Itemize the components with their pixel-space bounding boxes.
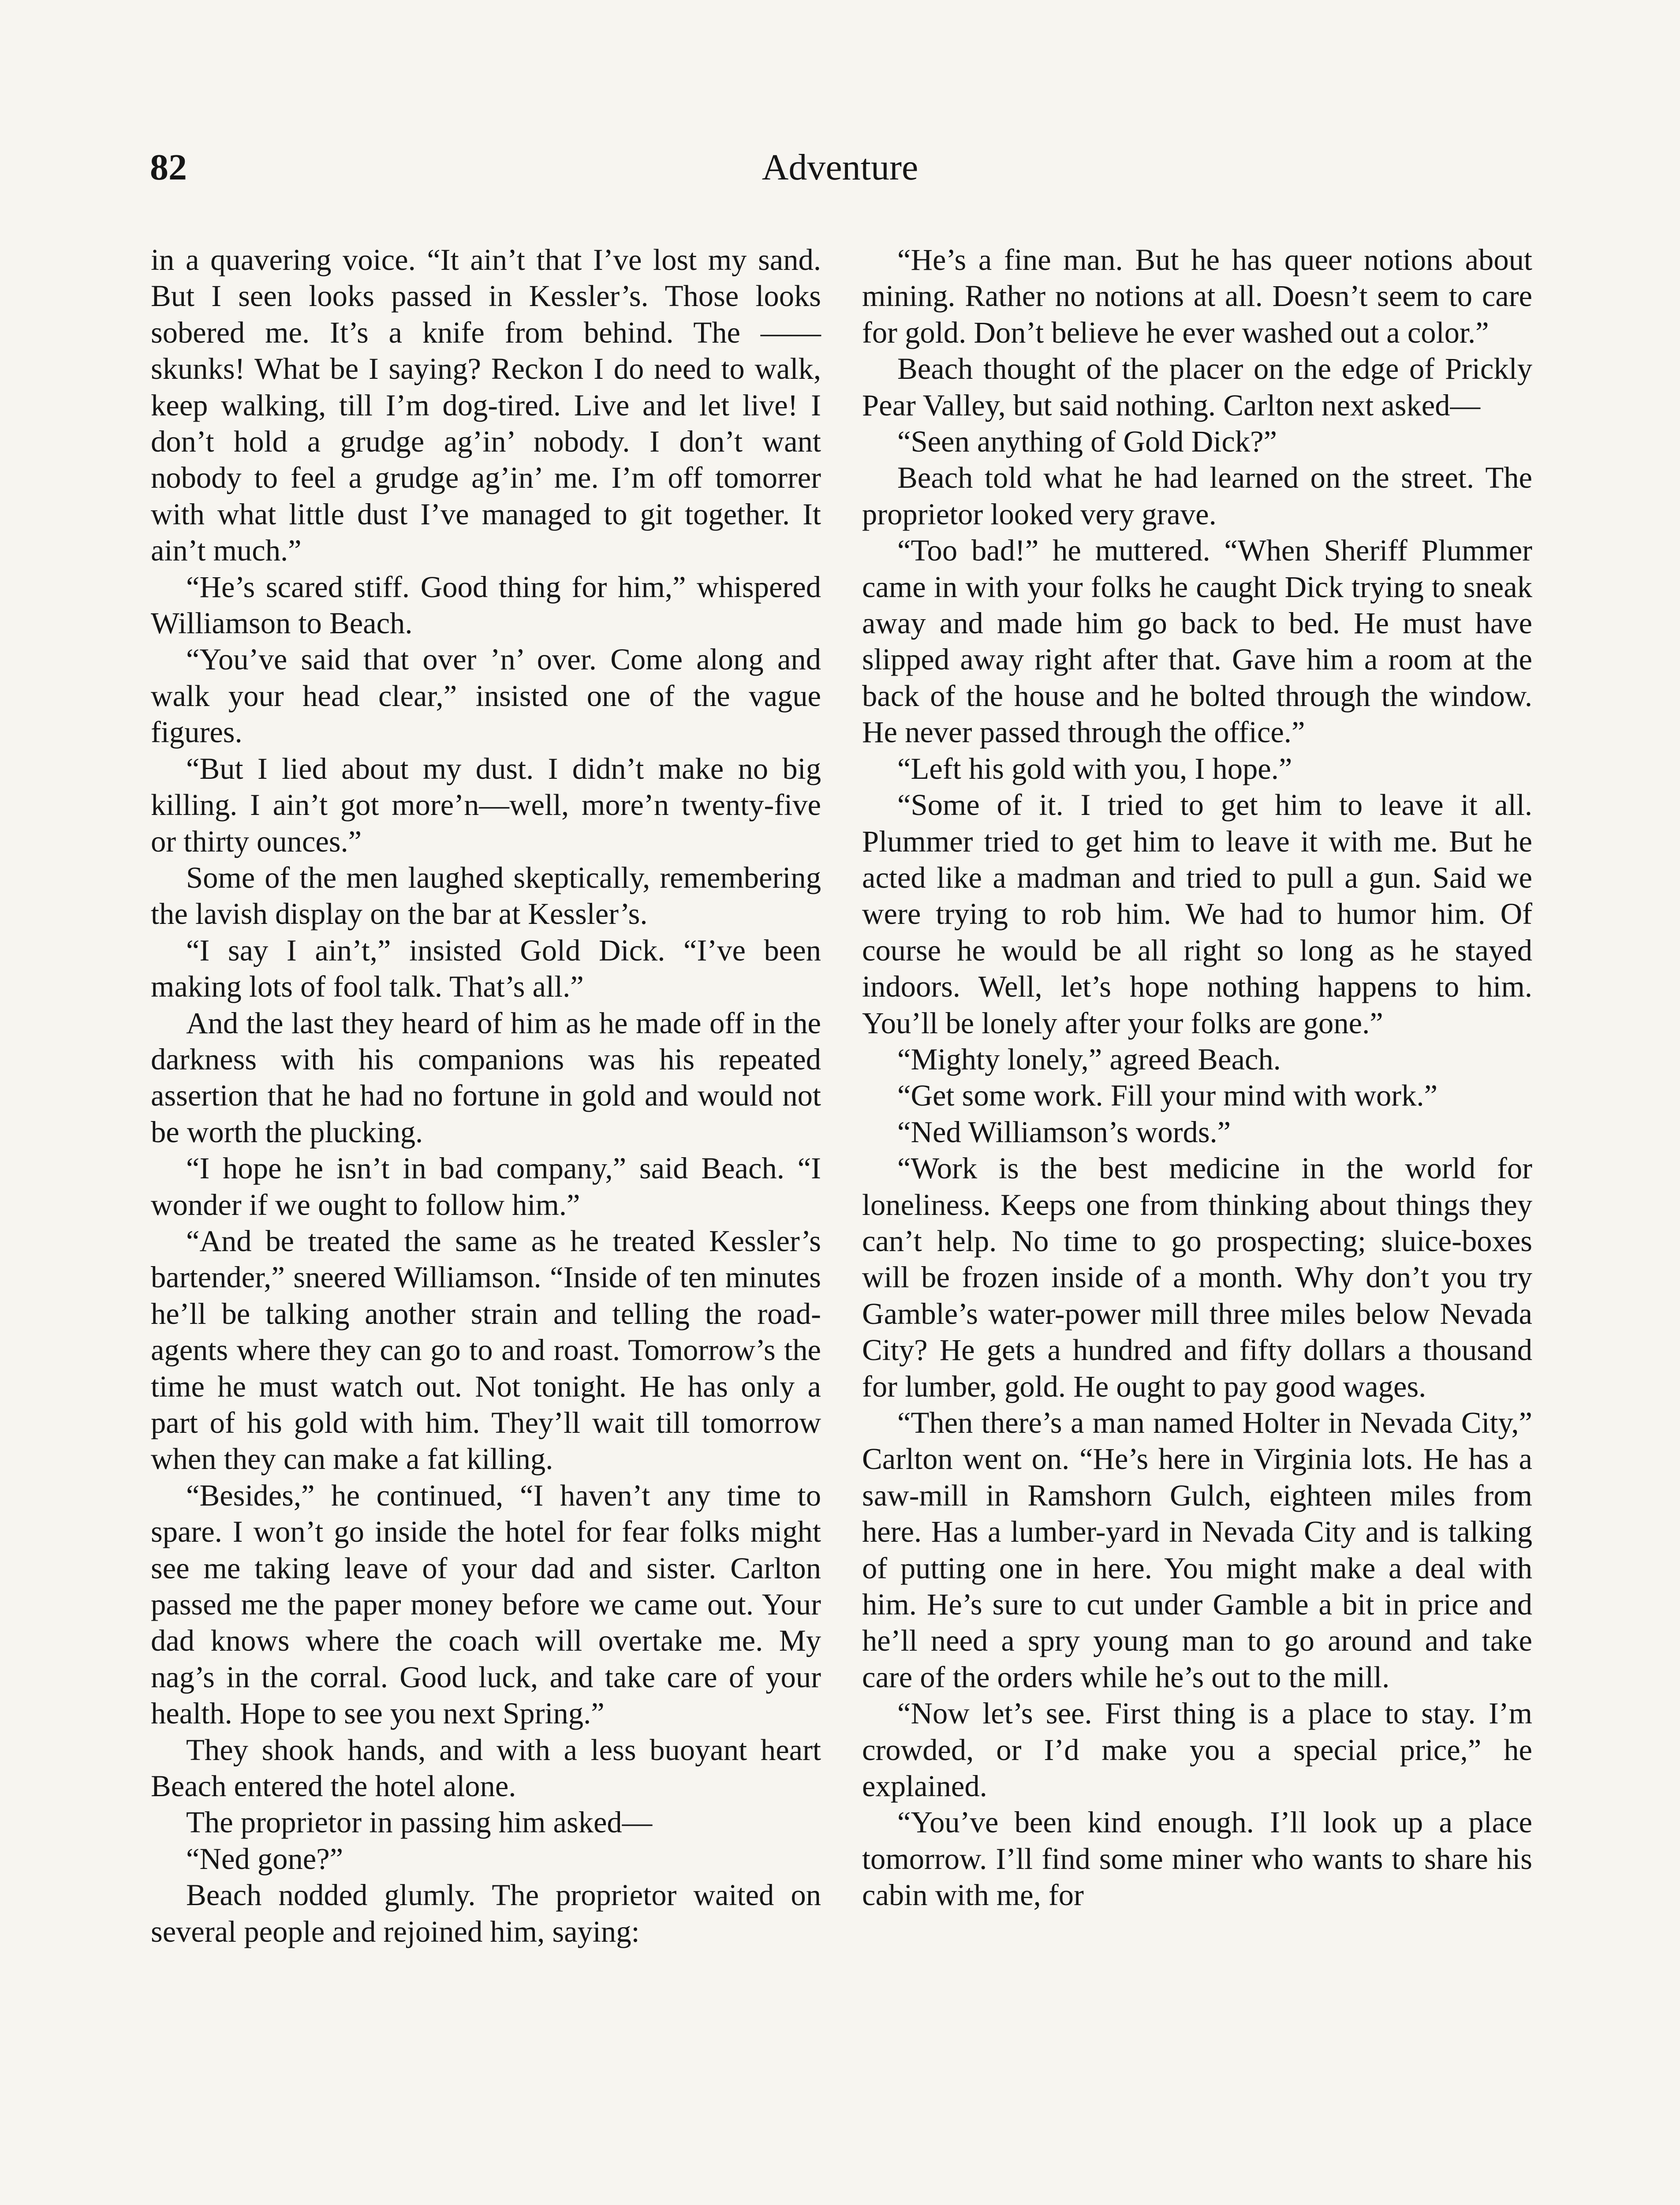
running-head: Adventure bbox=[762, 147, 918, 188]
paragraph: “Left his gold with you, I hope.” bbox=[897, 751, 1292, 785]
paragraph: The proprietor in passing him asked— bbox=[186, 1805, 653, 1839]
paragraph: “You’ve said that over ’n’ over. Come along and walk your head clear,” insisted one of the vague figures. bbox=[151, 643, 821, 749]
paragraph: “He’s a fine man. But he has queer notions about mining. Rather no notions at all. Doesn’t seem to care for gold. Don’t believe he ever washed out a color.” bbox=[862, 243, 1532, 349]
paragraph: “And be treated the same as he treated Kessler’s bartender,” sneered Williamson. “Inside of ten minutes he’ll be talking another strain and telling the road-agents where they can go to and roast. Tomorrow’s the time he must watch out. Not tonight. He has only a part of his gold with him. They’ll wait till tomorrow when they can make a fat killing. bbox=[151, 1224, 821, 1476]
paragraph: “Besides,” he continued, “I haven’t any time to spare. I won’t go inside the hotel for fear folks might see me taking leave of your dad and sister. Carlton passed me the paper money before we came out. Your dad knows where the coach will overtake me. My nag’s in the corral. Good luck, and take care of your health. Hope to see you next Spring.” bbox=[151, 1478, 821, 1730]
paragraph: “Some of it. I tried to get him to leave it all. Plummer tried to get him to leave it with me. But he acted like a madman and tried to pull a gun. Said we were trying to rob him. We had to humor him. Of course he would be all right so long as he stayed indoors. Well, let’s hope nothing happens to him. You’ll be lonely after your folks are gone.” bbox=[862, 788, 1532, 1040]
paragraph: “I say I ain’t,” insisted Gold Dick. “I’ve been making lots of fool talk. That’s all.” bbox=[151, 933, 821, 1004]
paragraph: “I hope he isn’t in bad company,” said Beach. “I wonder if we ought to follow him.” bbox=[151, 1151, 821, 1222]
paragraph: Some of the men laughed skeptically, remembering the lavish display on the bar at Kessler’s. bbox=[151, 860, 821, 931]
paragraph: And the last they heard of him as he made off in the darkness with his companions was his repeated assertion that he had no fortune in gold and would not be worth the plucking. bbox=[151, 1006, 821, 1149]
paragraph: “Ned gone?” bbox=[186, 1842, 343, 1876]
paragraph: Beach nodded glumly. The proprietor waited on several people and rejoined him, saying: bbox=[151, 1878, 821, 1948]
paragraph: “Too bad!” he muttered. “When Sheriff Plummer came in with your folks he caught Dick trying to sneak away and made him go back to bed. He must have slipped away right after that. Gave him a room at the back of the house and he bolted through the window. He never passed through the office.” bbox=[862, 534, 1532, 749]
left-column bbox=[151, 242, 821, 1950]
paragraph: “But I lied about my dust. I didn’t make no big killing. I ain’t got more’n—well, more’n twenty-five or thirty ounces.” bbox=[151, 751, 821, 858]
paragraph: “You’ve been kind enough. I’ll look up a place tomorrow. I’ll find some miner who wants to share his cabin with me, for bbox=[862, 1805, 1532, 1912]
paragraph: “Get some work. Fill your mind with work.” bbox=[897, 1079, 1438, 1113]
paragraph: “Ned Williamson’s words.” bbox=[897, 1115, 1231, 1149]
paragraph: “He’s scared stiff. Good thing for him,” whispered Williamson to Beach. bbox=[151, 570, 821, 640]
paragraph: Beach told what he had learned on the street. The proprietor looked very grave. bbox=[862, 461, 1532, 531]
right-column bbox=[862, 242, 1532, 1913]
paragraph: “Now let’s see. First thing is a place to stay. I’m crowded, or I’d make you a special price,” he explained. bbox=[862, 1697, 1532, 1803]
page-number: 82 bbox=[150, 147, 187, 188]
paragraph: “Seen anything of Gold Dick?” bbox=[897, 425, 1277, 459]
paragraph: “Mighty lonely,” agreed Beach. bbox=[897, 1042, 1281, 1076]
paragraph: “Work is the best medicine in the world for loneliness. Keeps one from thinking about things they can’t help. No time to go prospecting; sluice-boxes will be frozen inside of a month. Why don’t you try Gamble’s water-power mill three miles below Nevada City? He gets a hundred and fifty dollars a thousand for lumber, gold. He ought to pay good wages. bbox=[862, 1151, 1532, 1403]
paragraph: They shook hands, and with a less buoyant heart Beach entered the hotel alone. bbox=[151, 1733, 821, 1803]
paragraph: Beach thought of the placer on the edge of Prickly Pear Valley, but said nothing. Carlton next asked— bbox=[862, 352, 1532, 422]
paragraph: in a quavering voice. “It ain’t that I’ve lost my sand. But I seen looks passed in Kessler’s. Those looks sobered me. It’s a knife from behind. The —— skunks! What be I saying? Reckon I do need to walk, keep walking, till I’m dog-tired. Live and let live! I don’t hold a grudge ag’in’ nobody. I don’t want nobody to feel a grudge ag’in’ me. I’m off tomorrer with what little dust I’ve managed to git together. It ain’t much.” bbox=[151, 243, 821, 568]
paragraph: “Then there’s a man named Holter in Nevada City,” Carlton went on. “He’s here in Virginia lots. He has a saw-mill in Ramshorn Gulch, eighteen miles from here. Has a lumber-yard in Nevada City and is talking of putting one in here. You might make a deal with him. He’s sure to cut under Gamble a bit in price and he’ll need a spry young man to go around and take care of the orders while he’s out to the mill. bbox=[862, 1406, 1532, 1694]
